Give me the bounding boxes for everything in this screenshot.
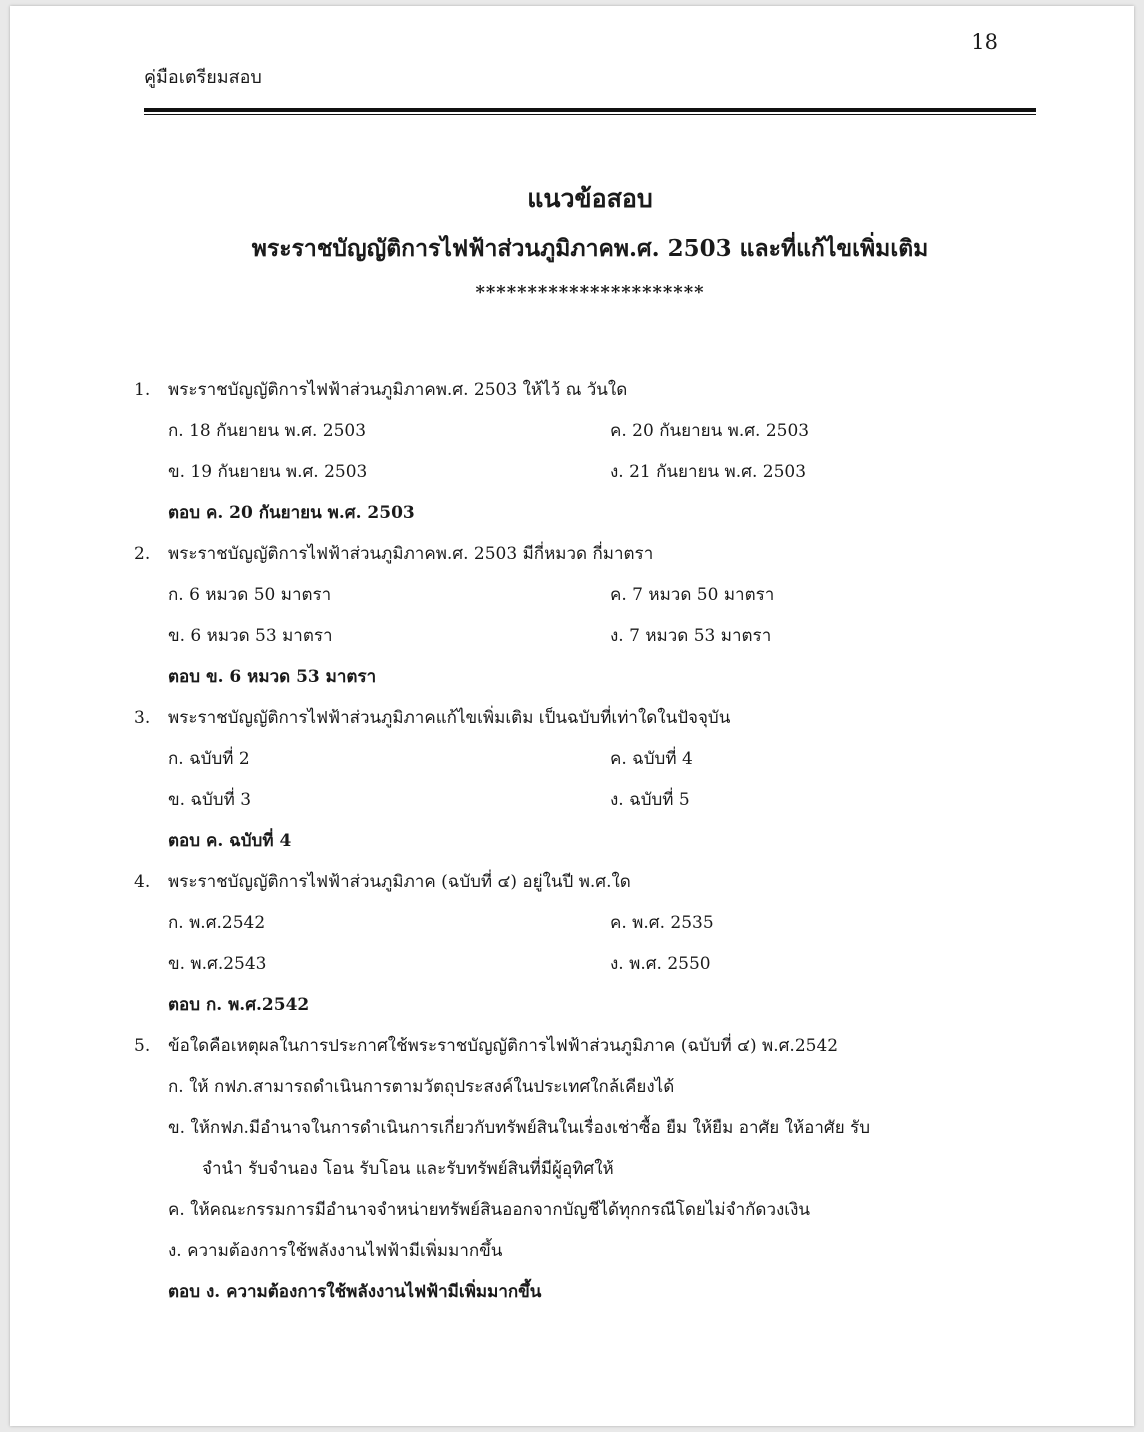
question-5 — [134, 1026, 1034, 1067]
option-a: ก. ฉบับที่ 2 — [168, 749, 250, 769]
option-row — [134, 1108, 1034, 1149]
option-row — [134, 780, 1034, 821]
question-number: 5. — [134, 1036, 151, 1056]
answer-text: ตอบ ข. 6 หมวด 53 มาตรา — [168, 667, 377, 687]
option-d: ง. 21 กันยายน พ.ศ. 2503 — [610, 462, 807, 482]
answer-row — [134, 985, 1034, 1026]
question-number: 4. — [134, 872, 151, 892]
option-row — [134, 411, 1034, 452]
title-separator: ********************** — [475, 282, 705, 303]
option-d: ง. ฉบับที่ 5 — [610, 790, 690, 810]
option-b: ข. 19 กันยายน พ.ศ. 2503 — [168, 462, 368, 482]
answer-row — [134, 821, 1034, 862]
question-text: พระราชบัญญัติการไฟฟ้าส่วนภูมิภาคพ.ศ. 2503 ให้ไว้ ณ วันใด — [168, 380, 628, 400]
option-b-continued: จำนำ รับจำนอง โอน รับโอน และรับทรัพย์สินที่มีผู้อุทิศให้ — [202, 1159, 614, 1179]
option-d: ง. 7 หมวด 53 มาตรา — [610, 626, 772, 646]
question-text: พระราชบัญญัติการไฟฟ้าส่วนภูมิภาค (ฉบับที่ ๔) อยู่ในปี พ.ศ.ใด — [168, 872, 631, 892]
option-a: ก. 18 กันยายน พ.ศ. 2503 — [168, 421, 367, 441]
option-c: ค. พ.ศ. 2535 — [610, 913, 714, 933]
option-row — [134, 739, 1034, 780]
option-d: ง. พ.ศ. 2550 — [610, 954, 711, 974]
option-c: ค. ให้คณะกรรมการมีอำนาจจำหน่ายทรัพย์สินออกจากบัญชีได้ทุกกรณีโดยไม่จำกัดวงเงิน — [168, 1200, 811, 1220]
option-row — [134, 1190, 1034, 1231]
option-a: ก. พ.ศ.2542 — [168, 913, 266, 933]
option-row — [134, 616, 1034, 657]
question-text: พระราชบัญญัติการไฟฟ้าส่วนภูมิภาคแก้ไขเพิ่มเติม เป็นฉบับที่เท่าใดในปัจจุบัน — [168, 708, 731, 728]
option-row — [134, 1149, 1034, 1190]
answer-text: ตอบ ง. ความต้องการใช้พลังงานไฟฟ้ามีเพิ่มมากขึ้น — [168, 1282, 542, 1302]
option-row — [134, 1231, 1034, 1272]
answer-row — [134, 1272, 1034, 1313]
answer-row — [134, 657, 1034, 698]
option-c: ค. ฉบับที่ 4 — [610, 749, 693, 769]
page-number: 18 — [971, 30, 998, 54]
option-b: ข. ฉบับที่ 3 — [168, 790, 252, 810]
answer-text: ตอบ ค. ฉบับที่ 4 — [168, 831, 292, 851]
answer-row — [134, 493, 1034, 534]
question-number: 3. — [134, 708, 151, 728]
question-3 — [134, 698, 1034, 739]
question-4 — [134, 862, 1034, 903]
title-block — [144, 180, 1036, 303]
page-title: แนวข้อสอบ — [527, 184, 653, 213]
answer-text: ตอบ ค. 20 กันยายน พ.ศ. 2503 — [168, 503, 415, 523]
question-1 — [134, 370, 1034, 411]
option-row — [134, 1067, 1034, 1108]
option-b: ข. ให้กฟภ.มีอำนาจในการดำเนินการเกี่ยวกับทรัพย์สินในเรื่องเช่าซื้อ ยืม ให้ยืม อาศัย ให้อาศัย รับ — [168, 1118, 870, 1138]
option-b: ข. พ.ศ.2543 — [168, 954, 267, 974]
answer-text: ตอบ ก. พ.ศ.2542 — [168, 995, 310, 1015]
option-c: ค. 7 หมวด 50 มาตรา — [610, 585, 775, 605]
question-number: 2. — [134, 544, 151, 564]
option-row — [134, 452, 1034, 493]
question-list — [134, 370, 1034, 1313]
option-row — [134, 903, 1034, 944]
option-d: ง. ความต้องการใช้พลังงานไฟฟ้ามีเพิ่มมากขึ้น — [168, 1241, 503, 1261]
question-text: ข้อใดคือเหตุผลในการประกาศใช้พระราชบัญญัติการไฟฟ้าส่วนภูมิภาค (ฉบับที่ ๔) พ.ศ.2542 — [168, 1036, 839, 1056]
question-text: พระราชบัญญัติการไฟฟ้าส่วนภูมิภาคพ.ศ. 2503 มีกี่หมวด กี่มาตรา — [168, 544, 654, 564]
question-2 — [134, 534, 1034, 575]
option-b: ข. 6 หมวด 53 มาตรา — [168, 626, 333, 646]
option-row — [134, 575, 1034, 616]
option-a: ก. 6 หมวด 50 มาตรา — [168, 585, 332, 605]
option-c: ค. 20 กันยายน พ.ศ. 2503 — [610, 421, 810, 441]
running-header: คู่มือเตรียมสอบ — [144, 67, 262, 88]
page-subtitle: พระราชบัญญัติการไฟฟ้าส่วนภูมิภาคพ.ศ. 2503 และที่แก้ไขเพิ่มเติม — [251, 235, 929, 262]
header-divider — [144, 108, 1036, 115]
option-row — [134, 944, 1034, 985]
option-a: ก. ให้ กฟภ.สามารถดำเนินการตามวัตถุประสงค์ในประเทศใกล้เคียงได้ — [168, 1077, 675, 1097]
question-number: 1. — [134, 380, 151, 400]
